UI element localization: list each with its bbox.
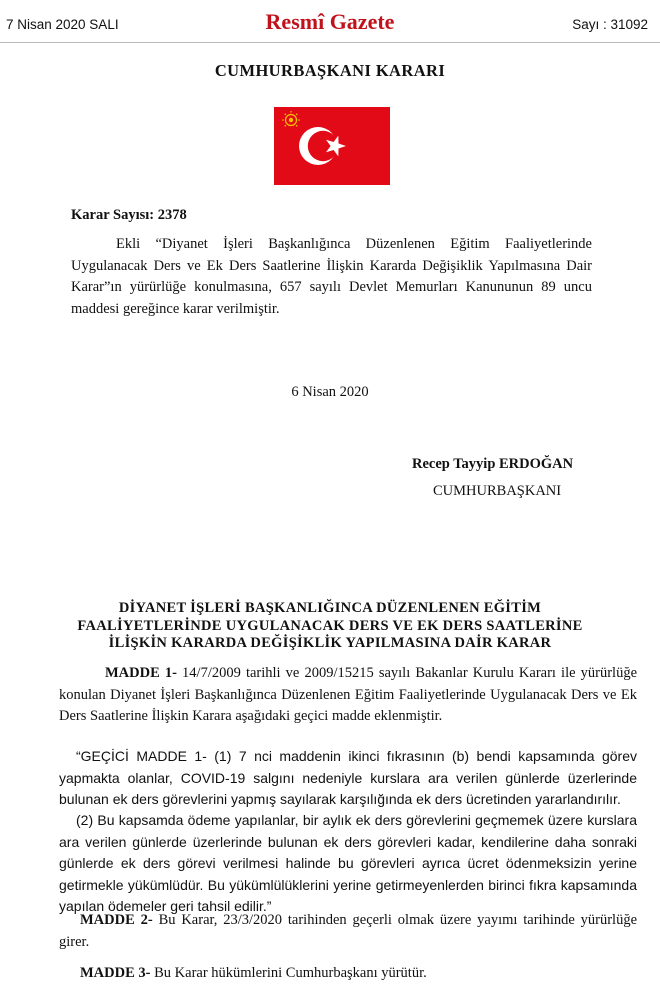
article-1-text: 14/7/2009 tarihli ve 2009/15215 sayılı Bakanlar Kurulu Kararı ile yürürlüğe konulan Diyanet İşleri Başkanlığınca Düzenlenen Eğitim Faaliyetlerinde Uygulanacak Ders ve Ek Ders Saatlerine İlişkin Karara aşağıdaki geçici madde eklenmiştir. bbox=[59, 665, 638, 724]
signatory-title: CUMHURBAŞKANI bbox=[433, 483, 562, 499]
turkish-flag-icon bbox=[274, 107, 390, 185]
article-2-text: Bu Karar, 23/3/2020 tarihinden geçerli olmak üzere yayımı tarihinde yürürlüğe girer. bbox=[59, 912, 638, 950]
article-1 bbox=[59, 663, 637, 728]
gazette-header bbox=[0, 0, 660, 44]
decree-heading: CUMHURBAŞKANI KARARI bbox=[214, 61, 446, 80]
attachment-title-line: FAALİYETLERİNDE UYGULANACAK DERS VE EK DERS SAATLERİNE bbox=[77, 617, 583, 634]
publication-date: 7 Nisan 2020 SALI bbox=[6, 17, 119, 32]
article-2-label: MADDE 2- bbox=[80, 912, 153, 928]
decree-body: Ekli “Diyanet İşleri Başkanlığınca Düzenlenen Eğitim Faaliyetlerinde Uygulanacak Ders ve Ek Ders Saatlerine İlişkin Kararda Değişiklik Yapılmasına Dair Karar”ın yürürlüğe konulmasına, 657 sayılı Devlet Memurları Kanununun 89 uncu maddesi gereğince karar verilmiştir. bbox=[71, 236, 592, 317]
header-divider bbox=[0, 42, 660, 43]
attachment-title bbox=[50, 600, 610, 653]
temporary-article-para-2: (2) Bu kapsamda ödeme yapılanlar, bir aylık ek ders görevlerini geçmemek üzere kurslara ara verilen günlerde üzerlerinde bulunan ek ders görevleri kadar, kendilerine daha sonraki günlerde ek ders görevi verilmesi halinde bu görevleri ayrıca ücret ödenmeksizin yerine getirmekle yükümlüdür. Bu yükümlülüklerini yerine getirmeyenlerden birinci fıkra kapsamında yapılan ödemeler geri tahsil edilir.” bbox=[59, 812, 637, 914]
temporary-article-para-1: “GEÇİCİ MADDE 1- (1) 7 nci maddenin ikinci fıkrasının (b) bendi kapsamında görev yapmakta olanlar, COVID-19 salgını nedeniyle kurslara ara verilen günlerde üzerlerinde bulunan ek ders görevlerini yapmış sayılarak karşılığında ek ders ücretinden yararlandırılır. bbox=[59, 748, 637, 807]
decree-date: 6 Nisan 2020 bbox=[291, 384, 369, 400]
gazette-title: Resmî Gazete bbox=[265, 9, 395, 34]
attachment-title-line: İLİŞKİN KARARDA DEĞİŞİKLİK YAPILMASINA DAİR KARAR bbox=[108, 635, 552, 651]
article-3 bbox=[59, 963, 637, 985]
issue-number: Sayı : 31092 bbox=[572, 17, 648, 32]
article-1-label: MADDE 1- bbox=[105, 665, 177, 681]
article-3-text: Bu Karar hükümlerini Cumhurbaşkanı yürütür. bbox=[154, 965, 427, 981]
decision-number: Karar Sayısı: 2378 bbox=[71, 207, 187, 223]
signatory-name: Recep Tayyip ERDOĞAN bbox=[412, 456, 574, 472]
article-2 bbox=[59, 910, 637, 953]
attachment-title-line: DİYANET İŞLERİ BAŞKANLIĞINCA DÜZENLENEN EĞİTİM bbox=[118, 600, 542, 616]
article-3-label: MADDE 3- bbox=[80, 965, 151, 981]
